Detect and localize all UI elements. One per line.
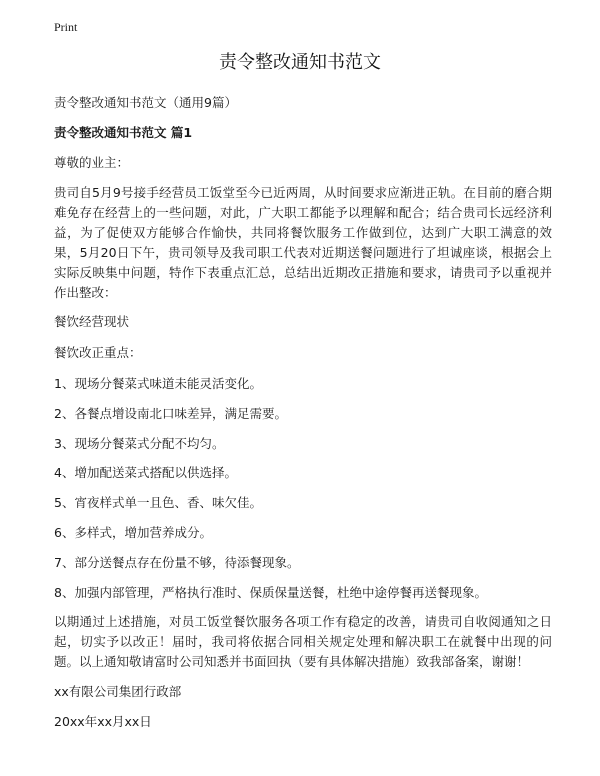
intro-paragraph: 贵司自5月9号接手经营员工饭堂至今已近两周，从时间要求应渐进正轨。在目前的磨合期难免存在经营上的一些问题，对此，广大职工都能予以理解和配合；结合贵司长远经济利益，为了促使双方能够合作愉快，共同将餐饮服务工作做到位，达到广大职工满意的效果，5月20日下午，贵司领导及我司职工代表对近期送餐问题进行了坦诚座谈，根据会上实际反映集中问题，特作下表重点汇总，总结出近期改正措施和要求，请贵司予以重视并作出整改： xyxy=(54,185,552,300)
list-item: 5、宵夜样式单一且色、香、味欠佳。 xyxy=(54,495,262,511)
list-item: 7、部分送餐点存在份量不够，待添餐现象。 xyxy=(54,554,300,570)
list-item: 2、各餐点增设南北口味差异，满足需要。 xyxy=(54,405,287,421)
status-heading: 餐饮经营现状 xyxy=(54,314,130,329)
list-item: 4、增加配送菜式搭配以供选择。 xyxy=(54,465,237,481)
list-item: 3、现场分餐菜式分配不均匀。 xyxy=(54,435,225,451)
list-item: 1、现场分餐菜式味道未能灵活变化。 xyxy=(54,376,262,391)
focus-heading: 餐饮改正重点： xyxy=(54,345,142,360)
section-heading: 责令整改通知书范文 篇1 xyxy=(54,125,193,140)
document-date: 20xx年xx月xx日 xyxy=(54,714,152,730)
document-subtitle: 责令整改通知书范文（通用9篇） xyxy=(54,95,237,110)
signature: xx有限公司集团行政部 xyxy=(54,684,182,700)
print-link[interactable]: Print xyxy=(54,20,78,34)
salutation: 尊敬的业主： xyxy=(54,155,130,170)
document-body xyxy=(54,93,552,732)
page-title: 责令整改通知书范文 xyxy=(219,52,381,73)
list-item: 8、加强内部管理，严格执行准时、保质保量送餐，杜绝中途停餐再送餐现象。 xyxy=(54,584,487,600)
list-item: 6、多样式，增加营养成分。 xyxy=(54,524,212,540)
closing-paragraph: 以期通过上述措施，对员工饭堂餐饮服务各项工作有稳定的改善，请贵司自收阅通知之日起，切实予以改正！届时，我司将依据合同相关规定处理和解决职工在就餐中出现的问题。以上通知敬请富时公司知悉并书面回执（要有具体解决措施）致我部备案，谢谢！ xyxy=(54,614,552,670)
